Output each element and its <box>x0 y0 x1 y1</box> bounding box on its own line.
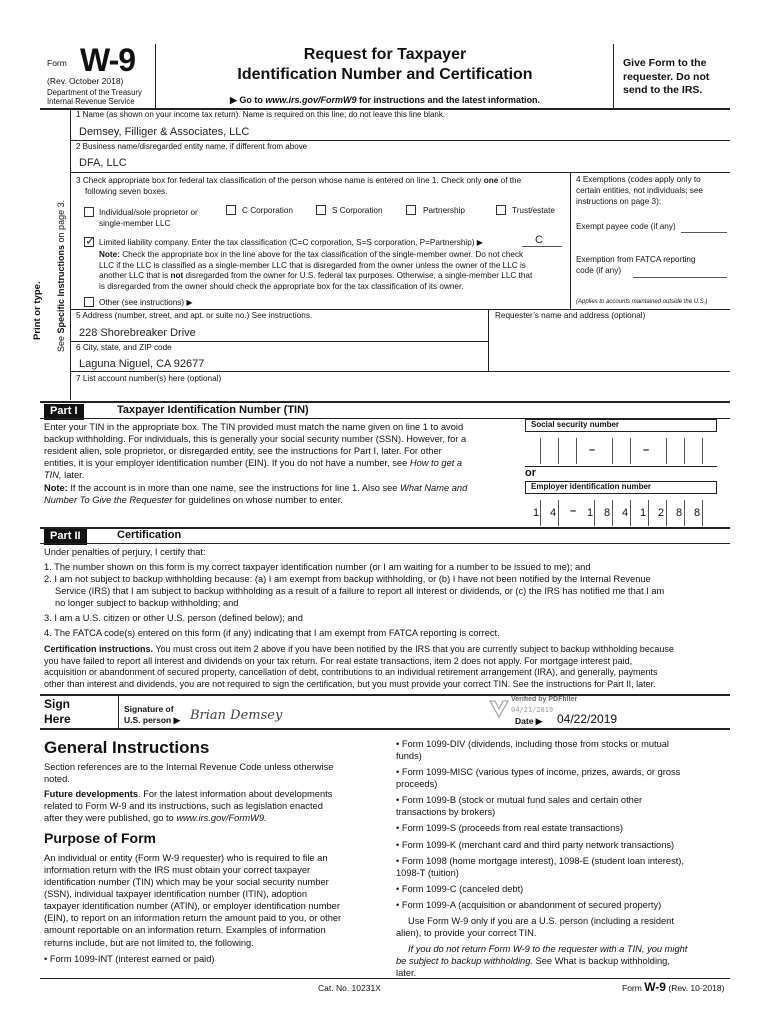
llc-label: Limited liability company. Enter the tax classification (C=C corporation, S=S corporation, P=Partnership) ▶ <box>99 238 484 247</box>
catalog-number: Cat. No. 10231X <box>318 983 381 993</box>
other-label: Other (see instructions) ▶ <box>99 298 193 307</box>
ssn-field[interactable] <box>525 432 717 466</box>
line7-label: 7 List account number(s) here (optional) <box>76 374 222 383</box>
c-corp-label: C Corporation <box>242 206 293 215</box>
part1-instructions: Enter your TIN in the appropriate box. The TIN provided must match the name given on line 1 to avoid backup withholding. For individuals, this is generally your social security number (SSN). However, for a resident alien, sole proprietor, or disregarded entity, see the instructions for Part I, later. For other entities, it is your employer identification number (EIN). If you do not have a number, see How to get a TIN, later. <box>44 422 467 481</box>
purpose-of-form-heading: Purpose of Form <box>44 830 157 846</box>
requester-label: Requester’s name and address (optional) <box>495 311 646 320</box>
verified-date: 04/21/2019 <box>511 706 554 714</box>
service: Internal Revenue Service <box>47 97 135 106</box>
information-returns-list: • Form 1099-DIV (dividends, including those from stocks or mutual funds) • Form 1099-MISC (various types of income, prizes, awards, or gross proceeds) • Form 1099-B (stock or mutual fund sales and certain other transactions by brokers) • Form 1099-S (proceeds from real estate transactions) • Form 1099-K (merchant card and third party network transactions) • Form 1098 (home mortgage interest), 1098-E (student loan interest), 1098-T (tuition) • Form 1099-C (canceled debt) • Form 1099-A (acquisition or abandonment of secured property) Use Form W-9 only if you are a U.S. person (including a resident alien), to provide your correct TIN. If you do not return Form W-9 to the requester with a TIN, you might be subject to backup withholding. See What is backup withholding, later. <box>396 739 688 979</box>
sign-here-label: Sign Here <box>44 697 71 726</box>
llc-checkmark-icon: ✓ <box>85 233 96 248</box>
ein-digit-7: 2 <box>658 507 665 519</box>
llc-classification-field[interactable]: C <box>535 234 543 246</box>
form-number: W-9 <box>80 42 136 78</box>
exempt-payee-field[interactable] <box>681 232 727 233</box>
other-checkbox[interactable] <box>84 297 94 307</box>
ein-digit-5: 4 <box>622 507 629 519</box>
trust-checkbox[interactable] <box>496 205 506 215</box>
department: Department of the Treasury <box>47 88 142 97</box>
ein-digit-3: 1 <box>587 507 594 519</box>
future-developments: Future developments. For the latest information about developments related to Form W-9 and its instructions, such as legislation enacted after they were published, go to www.irs.gov/FormW9. <box>44 789 333 824</box>
trust-label: Trust/estate <box>512 206 555 215</box>
ein-digit-8: 8 <box>676 507 683 519</box>
side-specific-instructions: See Specific Instructions on page 3. <box>56 199 66 352</box>
goto-instructions: ▶ Go to www.irs.gov/FormW9 for instructions and the latest information. <box>229 95 541 105</box>
section-references: Section references are to the Internal Revenue Code unless otherwise noted. <box>44 762 334 785</box>
part1-tag: Part I <box>44 404 84 420</box>
title-line2: Identification Number and Certification <box>237 66 533 83</box>
title-line1: Request for Taxpayer <box>303 46 467 63</box>
date-label: Date ▶ <box>515 716 543 726</box>
date-field[interactable]: 04/22/2019 <box>557 712 618 726</box>
ein-digit-2: 4 <box>550 507 557 519</box>
s-corp-label: S Corporation <box>332 206 383 215</box>
business-name-field[interactable]: DFA, LLC <box>79 157 127 169</box>
verified-badge-icon <box>488 697 510 719</box>
line1-label: 1 Name (as shown on your income tax return). Name is required on this line; do not leave this line blank. <box>76 110 446 119</box>
fatca-code-field[interactable] <box>633 277 727 278</box>
exempt-payee-label: Exempt payee code (if any) <box>576 222 676 231</box>
give-form-note: Give Form to the requester. Do not send to the IRS. <box>623 57 710 97</box>
line3-label: 3 Check appropriate box for federal tax classification of the person whose name is entered on line 1. Check only one of the following seven boxes. <box>76 176 522 197</box>
address-field[interactable]: 228 Shorebreaker Drive <box>79 327 196 339</box>
general-instructions-heading: General Instructions <box>44 738 210 757</box>
ein-digit-6: 1 <box>640 507 647 519</box>
ssn-dash-2: – <box>643 444 650 456</box>
name-field[interactable]: Demsey, Filliger & Associates, LLC <box>79 126 250 138</box>
form-word: Form <box>47 58 67 68</box>
purpose-of-form-text: An individual or entity (Form W-9 requester) who is required to file an information return with the IRS must obtain your correct taxpayer identification number (TIN) which may be your social security number (SSN), individual taxpayer identification number (ITIN), adoption taxpayer identification number (ATIN), or employer identification number (EIN), to report on an information return the amount paid to you, or other amount reportable on an information return. Examples of information returns include, but are not limited to, the following. • Form 1099-INT (interest earned or paid) <box>44 853 342 964</box>
or-label: or <box>525 467 536 479</box>
individual-label: Individual/sole proprietor or single-member LLC <box>99 208 198 228</box>
c-corp-checkbox[interactable] <box>226 205 236 215</box>
ein-digit-1: 1 <box>533 507 540 519</box>
fatca-applies-note: (Applies to accounts maintained outside the U.S.) <box>576 299 708 305</box>
signature-field[interactable]: Brian Demsey <box>190 708 283 723</box>
s-corp-checkbox[interactable] <box>316 205 326 215</box>
line2-label: 2 Business name/disregarded entity name, if different from above <box>76 142 308 151</box>
llc-note: Note: Check the appropriate box in the line above for the tax classification of the single-member owner. Do not check LLC if the LLC is classified as a single-member LLC that is disregarded from the owner unless the owner of the LLC is another LLC that is not disregarded from the owner for U.S. federal tax purposes. Otherwise, a single-member LLC that is disregarded from the owner should check the appropriate box for the tax classification of its owner. <box>99 250 533 291</box>
part2-tag: Part II <box>44 529 87 545</box>
side-instructions: Print or type. <box>32 281 43 340</box>
certification-text: Under penalties of perjury, I certify that: 1. The number shown on this form is my correct taxpayer identification number (or I am waiting for a number to be issued to me); and 2. I am not subject to backup withholding because: (a) I am exempt from backup withholding, or (b) I have not been notified by the Internal Revenue Service (IRS) that I am subject to backup withholding as a result of a failure to report all interest or dividends, or (c) the IRS has notified me that I am no longer subject to backup withholding; and 3. I am a U.S. citizen or other U.S. person (defined below); and 4. The FATCA code(s) entered on this form (if any) indicating that I am exempt from FATCA reporting is correct. <box>44 547 665 639</box>
part1-title: Taxpayer Identification Number (TIN) <box>117 404 309 416</box>
certification-instructions: Certification instructions. You must cross out item 2 above if you have been notified by the IRS that you are currently subject to backup withholding because you have failed to report all interest and dividends on your tax return. For real estate transactions, item 2 does not apply. For mortgage interest paid, acquisition or abandonment of secured property, cancellation of debt, contributions to an individual retirement arrangement (IRA), and generally, payments other than interest and dividends, you are not required to sign the certification, but you must provide your correct TIN. See the instructions for Part II, later. <box>44 644 674 690</box>
revision-date: (Rev. October 2018) <box>47 76 124 86</box>
ein-label: Employer identification number <box>531 482 652 491</box>
verified-by-text: Verified by PDFfiller <box>511 696 578 703</box>
footer-form-id: Form W-9 (Rev. 10-2018) <box>622 980 725 994</box>
part1-note: Note: If the account is in more than one name, see the instructions for line 1. Also see What Name and Number To Give the Requester for guidelines on whose number to enter. <box>44 483 468 506</box>
ein-dash: – <box>570 505 577 517</box>
line6-label: 6 City, state, and ZIP code <box>76 343 172 352</box>
ein-digit-4: 8 <box>604 507 611 519</box>
ein-digit-9: 8 <box>694 507 701 519</box>
individual-checkbox[interactable] <box>84 207 94 217</box>
exemptions-label: 4 Exemptions (codes apply only to certain entities, not individuals; see instructions on page 3): <box>576 175 703 206</box>
partnership-label: Partnership <box>423 206 465 215</box>
city-state-zip-field[interactable]: Laguna Niguel, CA 92677 <box>79 358 205 370</box>
ssn-dash-1: – <box>589 444 596 456</box>
ssn-label: Social security number <box>531 420 620 429</box>
partnership-checkbox[interactable] <box>406 205 416 215</box>
fatca-label: Exemption from FATCA reporting code (if any) <box>576 255 696 276</box>
signature-label: Signature of U.S. person ▶ <box>124 704 181 726</box>
part2-title: Certification <box>117 529 182 541</box>
line5-label: 5 Address (number, street, and apt. or suite no.) See instructions. <box>76 311 313 320</box>
account-numbers-field[interactable] <box>78 386 728 400</box>
